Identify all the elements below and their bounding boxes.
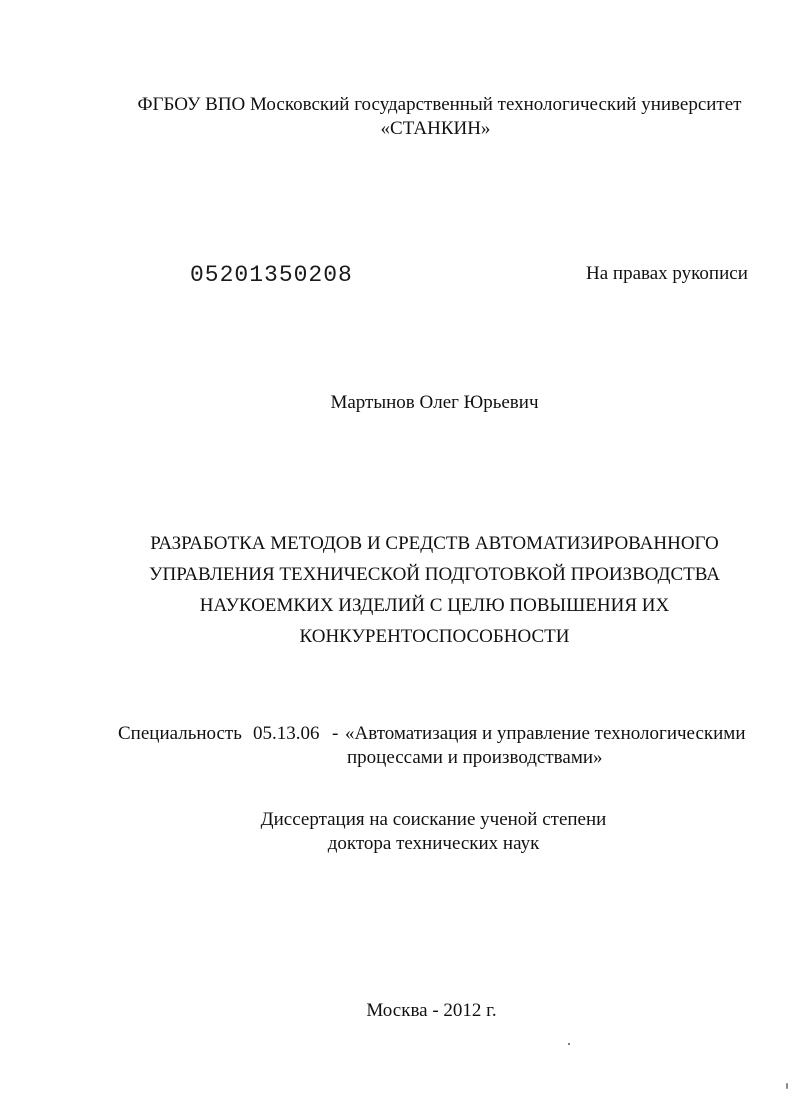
specialty-code: 05.13.06 bbox=[253, 723, 320, 744]
title-line-4: КОНКУРЕНТОСПОСОБНОСТИ bbox=[299, 626, 570, 647]
specialty-description-line-2: процессами и производствами» bbox=[347, 747, 603, 768]
scan-speck bbox=[568, 1043, 570, 1045]
author-name: Мартынов Олег Юрьевич bbox=[330, 392, 539, 413]
scan-speck bbox=[786, 1083, 788, 1089]
specialty-description-line-1: «Автоматизация и управление технологическими bbox=[345, 723, 746, 744]
rights-note: На правах рукописи bbox=[586, 263, 748, 284]
organization-line-2: «СТАНКИН» bbox=[380, 118, 491, 139]
dissertation-degree-line-2: доктора технических наук bbox=[327, 833, 540, 854]
title-line-3: НАУКОЕМКИХ ИЗДЕЛИЙ С ЦЕЛЮ ПОВЫШЕНИЯ ИХ bbox=[199, 595, 670, 616]
specialty-dash: - bbox=[332, 723, 339, 744]
dissertation-title bbox=[35, 528, 799, 652]
place-and-year: Москва - 2012 г. bbox=[366, 1000, 497, 1021]
organization-line-1: ФГБОУ ВПО Московский государственный технологический университет bbox=[137, 94, 742, 115]
title-line-1: РАЗРАБОТКА МЕТОДОВ И СРЕДСТВ АВТОМАТИЗИРОВАННОГО bbox=[150, 533, 719, 554]
specialty-label: Специальность bbox=[118, 723, 242, 744]
dissertation-degree-line-1: Диссертация на соискание ученой степени bbox=[260, 809, 607, 830]
title-line-2: УПРАВЛЕНИЯ ТЕХНИЧЕСКОЙ ПОДГОТОВКОЙ ПРОИЗВОДСТВА bbox=[149, 564, 720, 585]
document-number: 05201350208 bbox=[190, 262, 353, 288]
